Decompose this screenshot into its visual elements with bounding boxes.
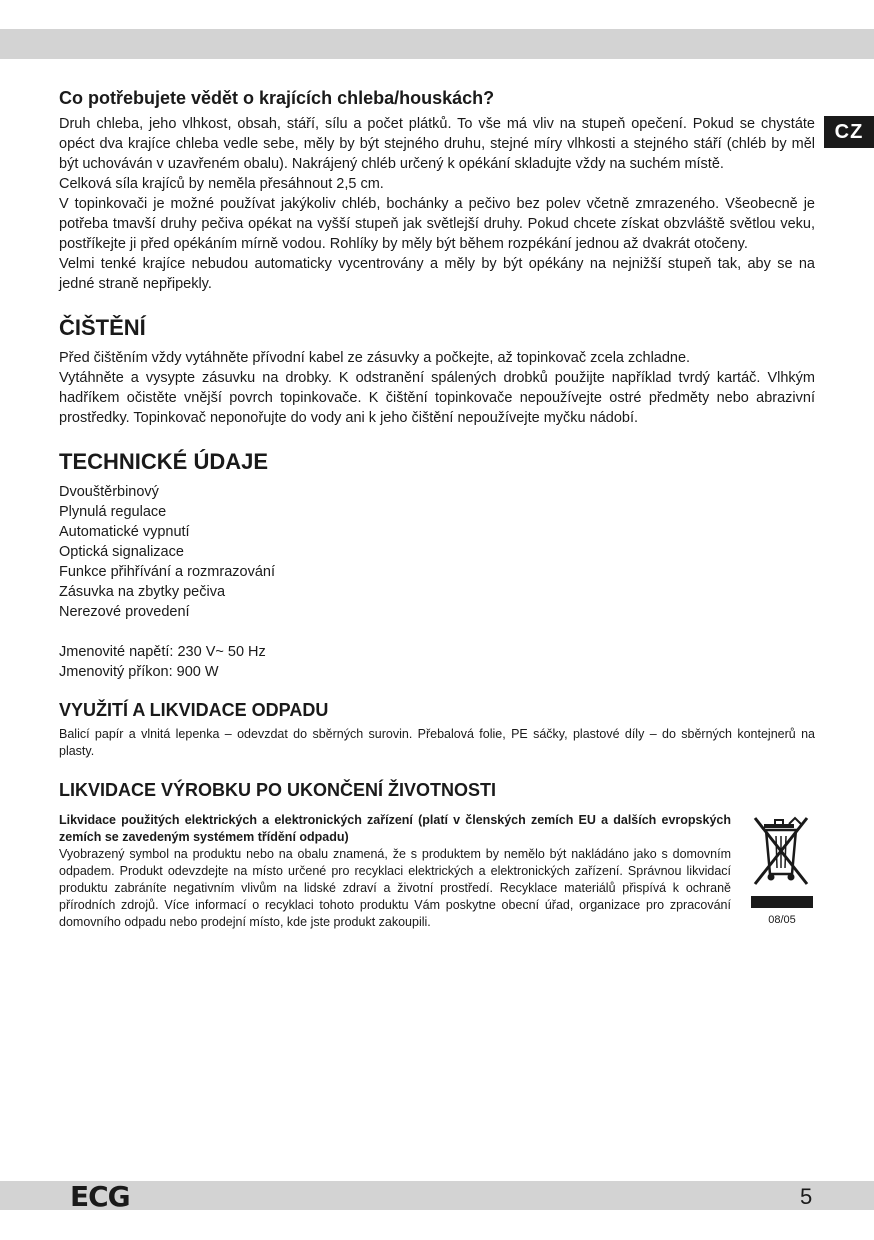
feature-item: Plynulá regulace (59, 504, 167, 520)
disposal-title: LIKVIDACE VÝROBKU PO UKONČENÍ ŽIVOTNOSTI (59, 780, 497, 800)
rated-voltage: Jmenovité napětí: 230 V~ 50 Hz (59, 644, 266, 660)
waste-text: Balicí papír a vlnitá lepenka – odevzdat do sběrných surovin. Přebalová folie, PE sáčky, plastové díly – do sběrných kontejnerů na plasty. (59, 727, 815, 758)
weee-code: 08/05 (768, 914, 796, 926)
weee-symbol (749, 812, 815, 931)
cleaning-title: ČIŠTĚNÍ (59, 315, 146, 340)
disposal-section (59, 812, 815, 931)
bread-paragraph: Druh chleba, jeho vlhkost, obsah, stáří, sílu a počet plátků. To vše má vliv na stupeň opečení. Pokud se chystáte opéct dva krajíce chleba vedle sebe, měly by být stejného druhu, stejné míry vlhkosti a stejného stáří (chléb by měl být uchováván v uzavřeném obalu). Nakrájený chléb určený k opékání skladujte vždy na suchém místě. (59, 116, 815, 172)
bread-paragraph: V topinkovači je možné používat jakýkoliv chléb, bochánky a pečivo bez polev včetně zmrazeného. Všeobecně je potřeba tmavší druhy pečiva opékat na vyšší stupeň jak světlejší druhy. Pokud chcete získat obzvláště světlou veku, postříkejte ji před opékáním mírně vodou. Rohlíky by měly být během rozpékání jednou až dvakrát otočeny. (59, 196, 815, 252)
footer-band (0, 1181, 874, 1210)
cleaning-paragraph: Vytáhněte a vysypte zásuvku na drobky. K odstranění spálených drobků použijte například tvrdý kartáč. Vlhkým hadříkem očistěte vnější povrch topinkovače. K čištění topinkovače nepoužívejte ostré předměty nebo abrazivní prostředky. Topinkovač neponořujte do vody ani k jeho čištění nepoužívejte myčku nádobí. (59, 370, 815, 426)
cleaning-paragraph: Před čištěním vždy vytáhněte přívodní kabel ze zásuvky a počkejte, až topinkovač zcela zchladne. (59, 350, 691, 366)
disposal-bold-text: Likvidace použitých elektrických a elektronických zařízení (platí v členských zemích EU a dalších evropských zemích se zavedeným systémem třídění odpadu) (59, 813, 731, 844)
rating-list (59, 642, 815, 682)
feature-item: Funkce přihřívání a rozmrazování (59, 564, 275, 580)
feature-item: Automatické vypnutí (59, 524, 190, 540)
bread-title: Co potřebujete vědět o krajících chleba/houskách? (59, 88, 495, 108)
bread-paragraph: Velmi tenké krajíce nebudou automaticky vycentrovány a měly by být opékány na nejnižší stupeň tak, aby se na jedné straně nepřipekly. (59, 256, 815, 292)
bread-paragraph: Celková síla krajíců by neměla přesáhnout 2,5 cm. (59, 176, 384, 192)
crossed-bin-icon (751, 814, 813, 910)
feature-item: Nerezové provedení (59, 604, 190, 620)
language-tab: CZ (824, 116, 874, 148)
feature-item: Zásuvka na zbytky pečiva (59, 584, 226, 600)
feature-item: Optická signalizace (59, 544, 184, 560)
header-band (0, 29, 874, 59)
ecg-logo: ECG (70, 1180, 130, 1213)
page-number: 5 (800, 1184, 813, 1209)
rated-power: Jmenovitý příkon: 900 W (59, 664, 219, 680)
feature-list (59, 482, 815, 622)
page-content (59, 86, 815, 931)
feature-item: Dvouštěrbinový (59, 484, 159, 500)
tech-title: TECHNICKÉ ÚDAJE (59, 449, 269, 474)
waste-title: VYUŽITÍ A LIKVIDACE ODPADU (59, 700, 329, 720)
disposal-text: Vyobrazený symbol na produktu nebo na obalu znamená, že s produktem by nemělo být nakládáno jako s domovním odpadem. Produkt odevzdejte na místo určené pro recyklaci elektrických a elektronických zařízení. Správnou likvidací produktu zabráníte negativním vlivům na lidské zdraví a životní prostředí. Recyklace materiálů přispívá k ochraně přírodních zdrojů. Více informací o recyklaci tohoto produktu Vám poskytne obecní úřad, organizace pro zpracování domovního odpadu nebo prodejní místo, kde jste produkt zakoupili. (59, 847, 731, 929)
